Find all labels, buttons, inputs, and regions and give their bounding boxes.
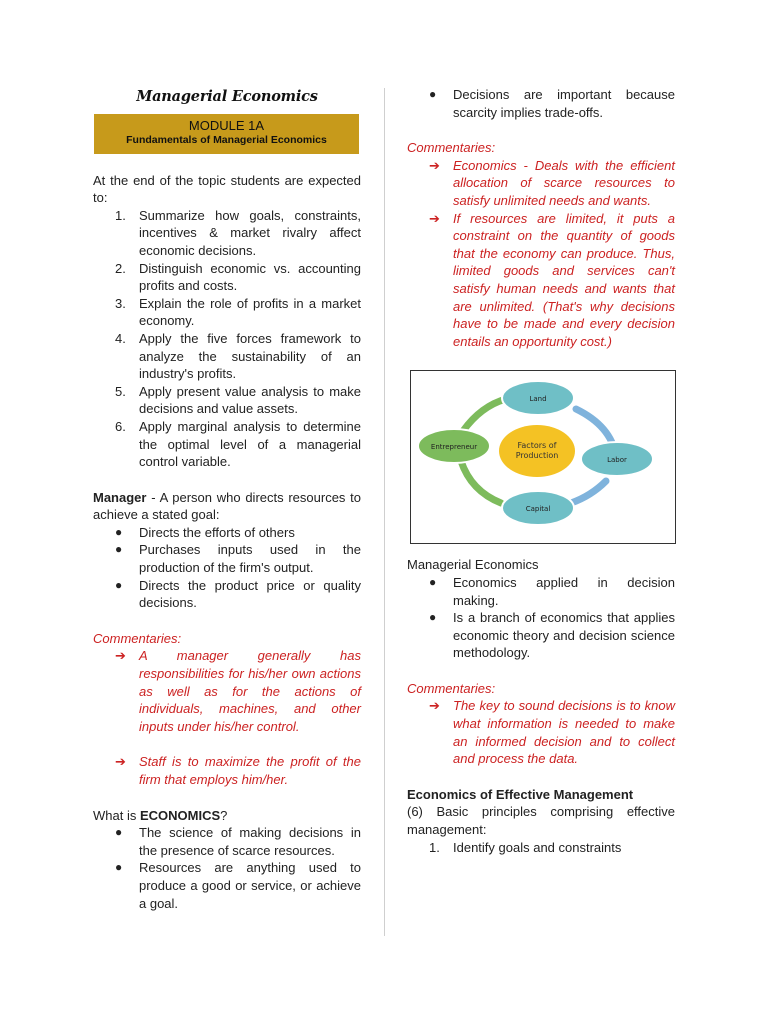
list-item: ● Directs the product price or quality decisions. xyxy=(115,577,361,611)
economics-bullets-continued xyxy=(407,86,675,121)
cycle-arc-labor-capital xyxy=(571,481,606,503)
objectives-intro: At the end of the topic students are expected to: xyxy=(93,172,361,206)
right-column xyxy=(407,86,675,856)
effective-heading: Economics of Effective Management xyxy=(407,786,634,802)
column-divider xyxy=(384,88,385,936)
list-item: 1. Identify goals and constraints xyxy=(429,839,622,855)
center-label-line2: Production xyxy=(515,451,559,461)
commentary-item: ➔ Economics - Deals with the efficient allocation of scarce resources to satisfy unlimited needs and wants. xyxy=(429,157,675,208)
list-item: ● Economics applied in decision making. xyxy=(429,574,675,608)
node-labor-label: Labor xyxy=(607,456,627,465)
commentary-item: ➔ If resources are limited, it puts a constraint on the quantity of goods that the economy can produce. Thus, limited goods and services can't satisfy human needs and wants that are unlimited. (That's why decisions have to be made and every decision entails an opportunity cost.) xyxy=(429,210,675,349)
arrow-icon: ➔ xyxy=(115,754,126,770)
list-item: ● Directs the efforts of others xyxy=(115,524,295,540)
module-title: MODULE 1A xyxy=(188,117,265,133)
list-item: 3. Explain the role of profits in a market economy. xyxy=(115,295,361,329)
effective-intro: (6) Basic principles comprising effective management: xyxy=(407,804,675,838)
manager-definition: Manager - A person who directs resources to achieve a stated goal: xyxy=(93,489,361,523)
list-item: ● The science of making decisions in the presence of scarce resources. xyxy=(115,825,361,858)
arrow-icon: ➔ xyxy=(115,648,126,664)
manager-commentaries xyxy=(93,647,361,735)
commentaries-heading: Commentaries: xyxy=(407,680,496,696)
list-item: ● Purchases inputs used in the production of the firm's output. xyxy=(115,542,361,576)
list-item: 6. Apply marginal analysis to determine the optimal level of a managerial control variable. xyxy=(115,418,361,470)
list-item: 4. Apply the five forces framework to analyze the sustainability of an industry's profits. xyxy=(115,330,361,382)
commentary-item: ➔ Staff is to maximize the profit of the firm that employs him/her. xyxy=(115,754,361,787)
list-item: ● Is a branch of economics that applies economic theory and decision science methodology. xyxy=(429,610,675,661)
commentary-item: ➔ A manager generally has responsibilities for his/her own actions as well as for the actions of individuals, machines, and other inputs under his/her control. xyxy=(115,648,361,734)
left-column xyxy=(93,88,361,912)
arrow-icon: ➔ xyxy=(429,698,440,714)
cycle-arc-capital-entrepreneur xyxy=(461,461,501,503)
center-label-line1: Factors of xyxy=(517,441,557,451)
list-item: ● Decisions are important because scarcity implies trade-offs. xyxy=(429,87,675,120)
node-capital-label: Capital xyxy=(525,505,551,514)
list-item: 5. Apply present value analysis to make decisions and value assets. xyxy=(115,383,361,417)
node-land-label: Land xyxy=(529,395,547,404)
managerial-bullets xyxy=(407,574,675,662)
node-entrepreneur-label: Entrepreneur xyxy=(430,443,478,452)
module-subtitle: Fundamentals of Managerial Economics xyxy=(126,133,327,146)
diagram-canvas xyxy=(411,371,675,543)
factors-of-production-diagram xyxy=(410,370,676,544)
effective-list xyxy=(407,839,675,857)
manager-commentaries-2 xyxy=(93,753,361,788)
arrow-icon: ➔ xyxy=(429,157,440,173)
manager-term: Manager xyxy=(93,489,147,505)
economics-question: What is ECONOMICS? xyxy=(93,807,228,823)
manager-bullets xyxy=(93,524,361,612)
objectives-list xyxy=(93,207,361,471)
economics-commentaries xyxy=(407,157,675,351)
cycle-arc-entrepreneur-land xyxy=(463,399,506,431)
managerial-commentaries xyxy=(407,697,675,767)
economics-bullets xyxy=(93,824,361,912)
arrow-icon: ➔ xyxy=(429,210,440,226)
list-item: 2. Distinguish economic vs. accounting profits and costs. xyxy=(115,260,361,294)
commentary-item: ➔ The key to sound decisions is to know what information is needed to make an informed decision and to collect and process the data. xyxy=(429,698,675,767)
commentaries-heading: Commentaries: xyxy=(93,630,182,646)
module-banner xyxy=(94,114,359,154)
document-title: Managerial Economics xyxy=(136,88,318,105)
list-item: ● Resources are anything used to produce a good or service, or achieve a goal. xyxy=(115,860,361,911)
commentaries-heading: Commentaries: xyxy=(407,140,496,156)
managerial-heading: Managerial Economics xyxy=(407,557,539,573)
list-item: 1. Summarize how goals, constraints, incentives & market rivalry affect economic decisions. xyxy=(115,207,361,258)
